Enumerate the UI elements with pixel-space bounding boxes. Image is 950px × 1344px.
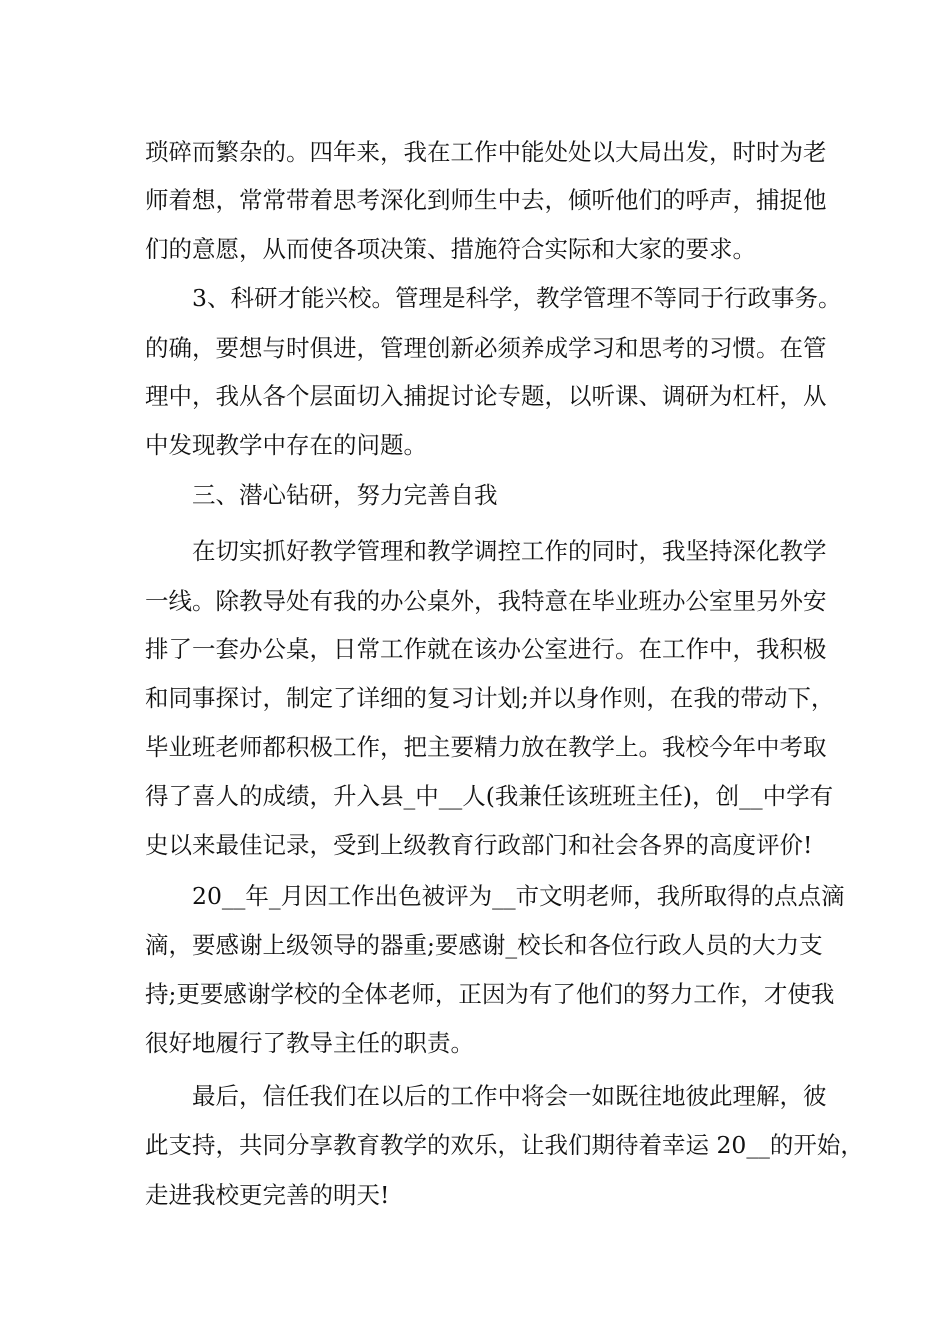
text-line: 和同事探讨，制定了详细的复习计划;并以身作则，在我的带动下， <box>145 684 835 712</box>
text-line: 师着想，常常带着思考深化到师生中去，倾听他们的呼声，捕捉他 <box>145 186 827 214</box>
text-line: 走进我校更完善的明天! <box>145 1181 390 1209</box>
text-line: 琐碎而繁杂的。四年来，我在工作中能处处以大局出发，时时为老 <box>145 138 827 166</box>
text-line: 一线。除教导处有我的办公桌外，我特意在毕业班办公室里另外安 <box>145 587 827 615</box>
text-line: 很好地履行了教导主任的职责。 <box>145 1029 474 1057</box>
text-line: 排了一套办公桌，日常工作就在该办公室进行。在工作中，我积极 <box>145 635 827 663</box>
text-line: 理中，我从各个层面切入捕捉讨论专题，以听课、调研为杠杆，从 <box>145 382 827 410</box>
text-line: 在切实抓好教学管理和教学调控工作的同时，我坚持深化教学 <box>192 537 827 565</box>
text-line: 20__年_月因工作出色被评为__市文明老师，我所取得的点点滴 <box>192 882 845 910</box>
text-line: 持;更要感谢学校的全体老师，正因为有了他们的努力工作，才使我 <box>145 980 835 1008</box>
text-line: 毕业班老师都积极工作，把主要精力放在教学上。我校今年中考取 <box>145 733 827 761</box>
text-line: 3、科研才能兴校。管理是科学，教学管理不等同于行政事务。 <box>192 284 842 312</box>
text-line: 三、潜心钻研，努力完善自我 <box>192 481 498 509</box>
text-line: 史以来最佳记录，受到上级教育行政部门和社会各界的高度评价! <box>145 831 813 859</box>
text-line: 中发现教学中存在的问题。 <box>145 431 427 459</box>
text-line: 们的意愿，从而使各项决策、措施符合实际和大家的要求。 <box>145 235 756 263</box>
text-line: 的确，要想与时俱进，管理创新必须养成学习和思考的习惯。在管 <box>145 334 827 362</box>
text-line: 最后，信任我们在以后的工作中将会一如既往地彼此理解，彼 <box>192 1082 827 1110</box>
text-line: 此支持，共同分享教育教学的欢乐，让我们期待着幸运 20__的开始， <box>145 1131 864 1159</box>
text-line: 滴，要感谢上级领导的器重;要感谢_校长和各位行政人员的大力支 <box>145 931 823 959</box>
text-line: 得了喜人的成绩，升入县_中__人(我兼任该班班主任)，创__中学有 <box>145 782 834 810</box>
